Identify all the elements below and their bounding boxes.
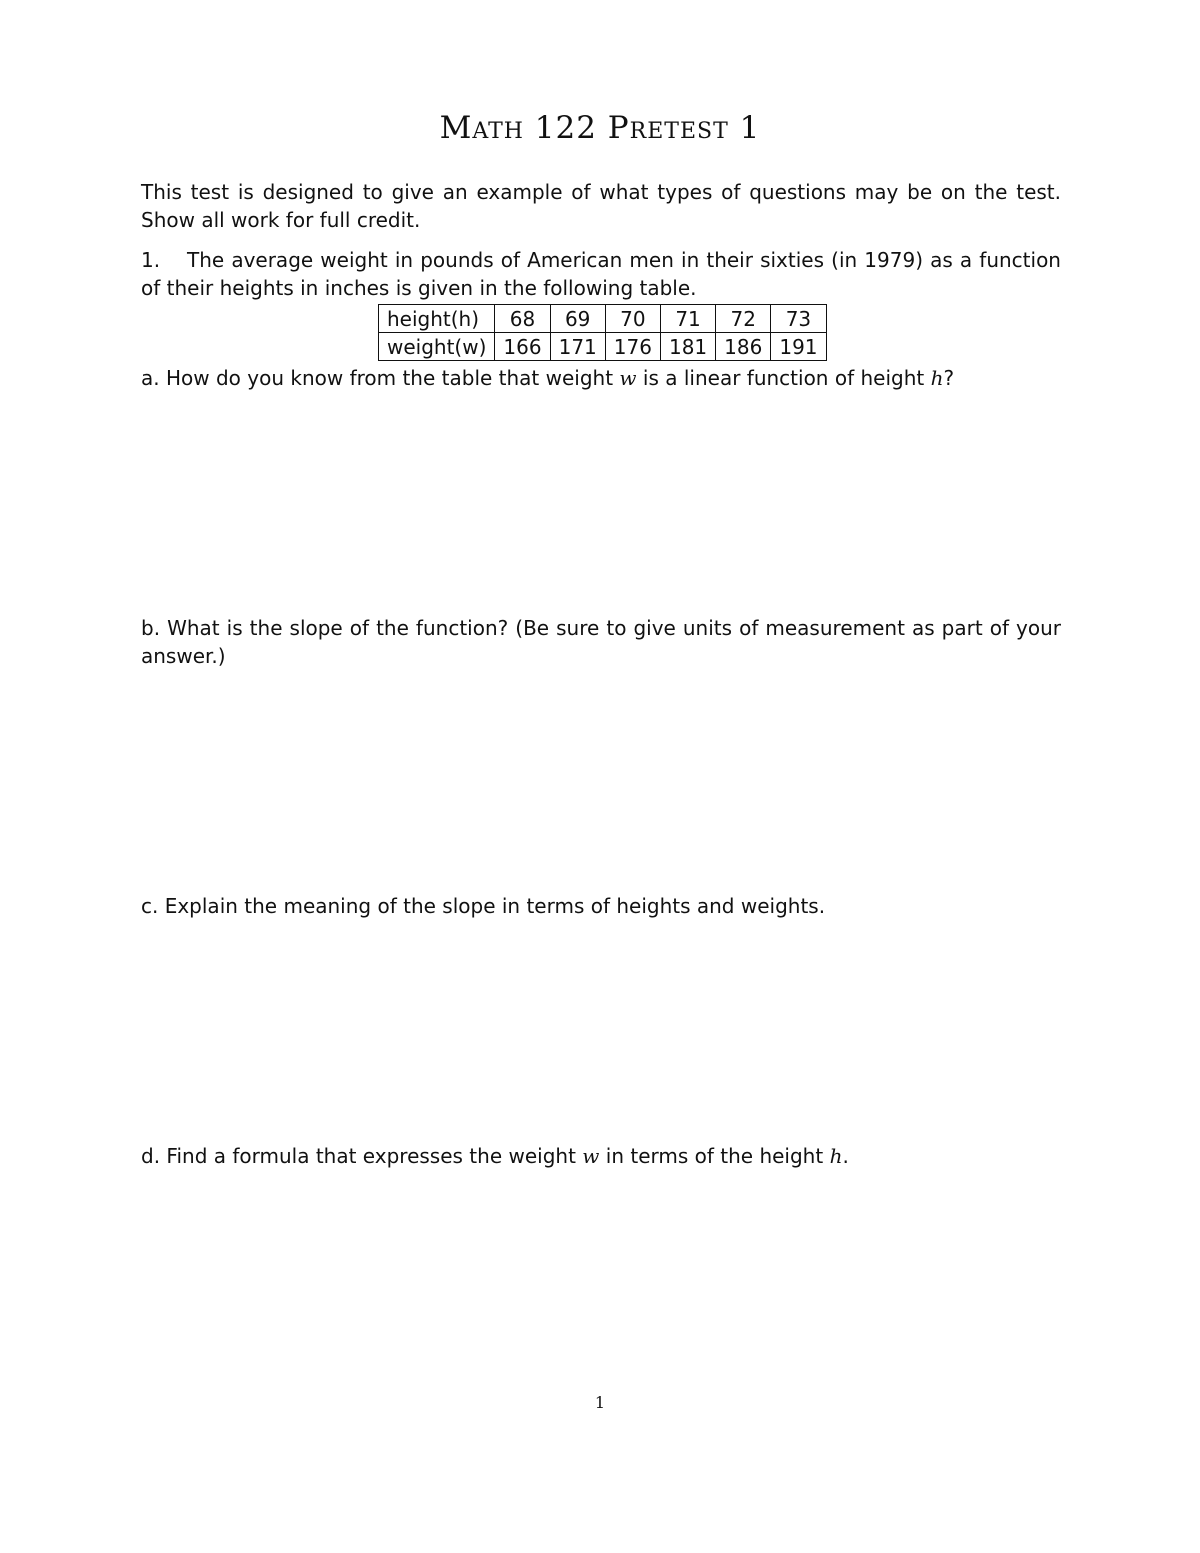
page-number: 1 [594, 1393, 606, 1412]
part-d-text-middle: in terms of the height [599, 1144, 830, 1168]
part-a-text-start: a. How do you know from the table that weight [141, 366, 620, 390]
variable-w: w [582, 1144, 600, 1168]
height-weight-table [378, 304, 827, 361]
question-1-number: 1. [141, 248, 161, 272]
table-cell: 72 [716, 305, 771, 333]
part-a-question [141, 364, 1061, 392]
table-cell: 171 [550, 333, 605, 361]
instructions-paragraph: This test is designed to give an example of what types of questions may be on the test. Show all work for full credit. [141, 180, 1061, 232]
part-d-text-end: . [842, 1144, 849, 1168]
part-d-text-start: d. Find a formula that expresses the weight [141, 1144, 583, 1168]
table-cell: 69 [550, 305, 605, 333]
table-cell: 70 [605, 305, 660, 333]
page-title: Math 122 Pretest 1 [439, 110, 761, 146]
table-cell: 166 [495, 333, 550, 361]
question-1 [141, 246, 1061, 302]
table-cell: 71 [660, 305, 715, 333]
variable-w: w [619, 366, 637, 390]
variable-h: h [930, 366, 944, 390]
row-header-weight: weight(w) [379, 333, 495, 361]
row-header-height: height(h) [379, 305, 495, 333]
part-b-question: b. What is the slope of the function? (Be sure to give units of measurement as part of your answer.) [141, 616, 1061, 668]
question-1-text: The average weight in pounds of American men in their sixties (in 1979) as a function of their heights in inches is given in the following table. [141, 248, 1061, 300]
part-c-question: c. Explain the meaning of the slope in terms of heights and weights. [141, 894, 826, 918]
table-row-height [379, 305, 827, 333]
table-cell: 176 [605, 333, 660, 361]
table-cell: 68 [495, 305, 550, 333]
table-cell: 186 [716, 333, 771, 361]
variable-h: h [829, 1144, 843, 1168]
table-row-weight [379, 333, 827, 361]
part-a-text-end: ? [943, 366, 955, 390]
table-cell: 73 [771, 305, 826, 333]
part-a-text-middle: is a linear function of height [636, 366, 931, 390]
table-cell: 191 [771, 333, 826, 361]
table-cell: 181 [660, 333, 715, 361]
part-d-question [141, 1142, 1061, 1170]
